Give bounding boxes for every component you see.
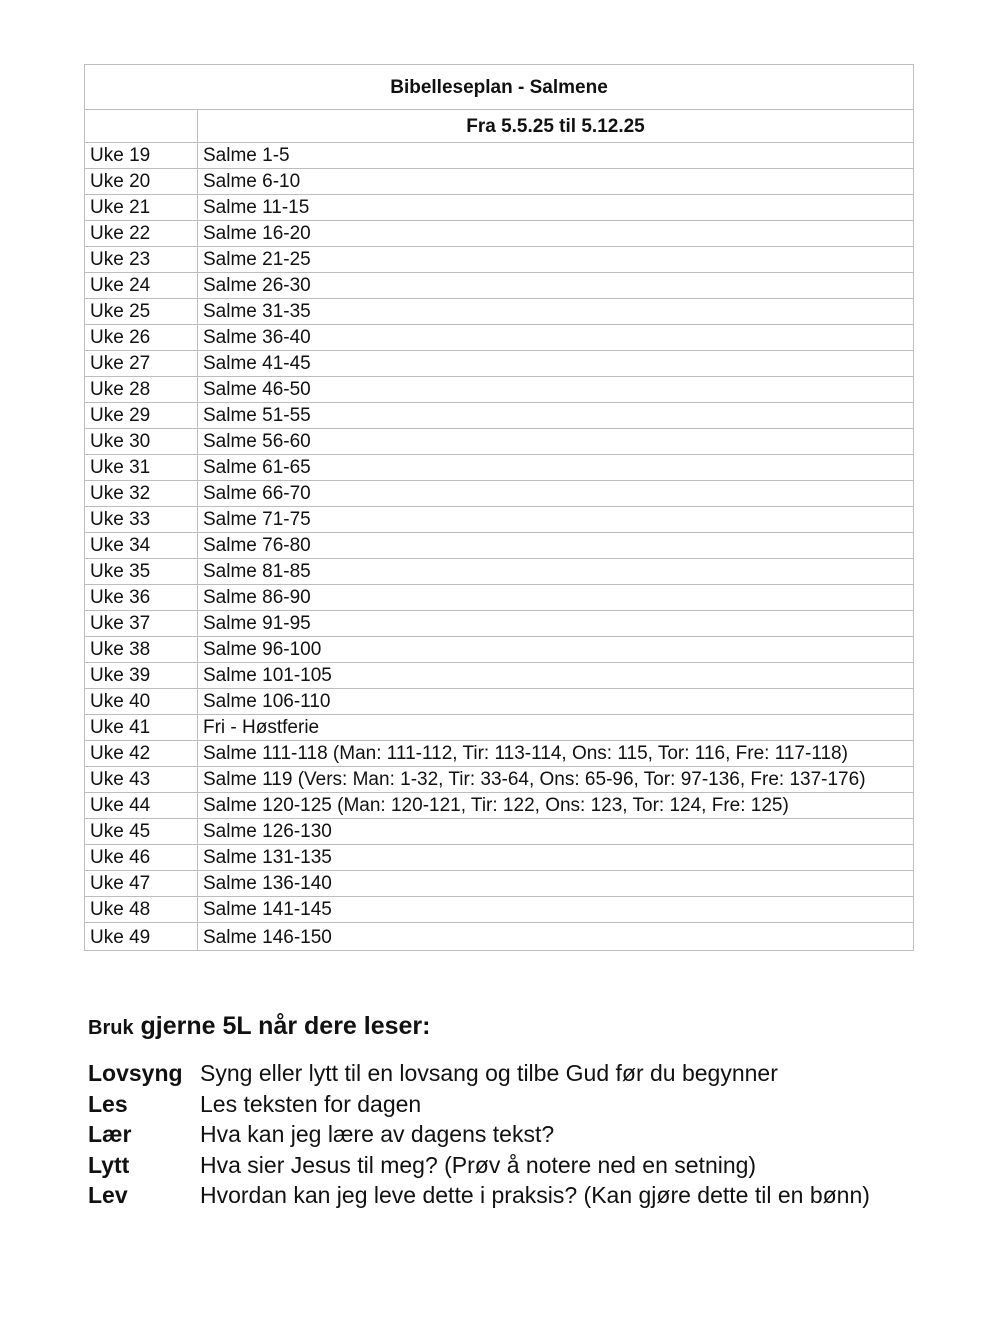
reading-cell: Salme 36-40 bbox=[198, 325, 914, 351]
reading-cell: Salme 31-35 bbox=[198, 299, 914, 325]
fiveL-item bbox=[88, 1089, 870, 1120]
table-row bbox=[85, 819, 914, 845]
reading-cell: Salme 71-75 bbox=[198, 507, 914, 533]
table-subtitle: Fra 5.5.25 til 5.12.25 bbox=[198, 110, 914, 143]
reading-cell: Salme 81-85 bbox=[198, 559, 914, 585]
reading-cell: Salme 51-55 bbox=[198, 403, 914, 429]
table-row bbox=[85, 481, 914, 507]
table-row bbox=[85, 403, 914, 429]
fiveL-item bbox=[88, 1150, 870, 1181]
table-row bbox=[85, 611, 914, 637]
reading-cell: Salme 6-10 bbox=[198, 169, 914, 195]
week-cell: Uke 33 bbox=[85, 507, 198, 533]
table-row bbox=[85, 559, 914, 585]
fiveL-term: Les bbox=[88, 1090, 128, 1117]
table-row bbox=[85, 793, 914, 819]
reading-cell: Salme 146-150 bbox=[198, 923, 914, 951]
week-cell: Uke 23 bbox=[85, 247, 198, 273]
table-title-row bbox=[85, 65, 914, 110]
week-cell: Uke 31 bbox=[85, 455, 198, 481]
reading-cell: Salme 120-125 (Man: 120-121, Tir: 122, Ons: 123, Tor: 124, Fre: 125) bbox=[198, 793, 914, 819]
table-row bbox=[85, 195, 914, 221]
reading-cell: Salme 66-70 bbox=[198, 481, 914, 507]
week-cell: Uke 47 bbox=[85, 871, 198, 897]
table-row bbox=[85, 429, 914, 455]
table-row bbox=[85, 325, 914, 351]
reading-cell: Salme 119 (Vers: Man: 1-32, Tir: 33-64, Ons: 65-96, Tor: 97-136, Fre: 137-176) bbox=[198, 767, 914, 793]
table-row bbox=[85, 377, 914, 403]
reading-cell: Salme 141-145 bbox=[198, 897, 914, 923]
week-cell: Uke 34 bbox=[85, 533, 198, 559]
reading-plan-table bbox=[84, 64, 914, 951]
week-cell: Uke 38 bbox=[85, 637, 198, 663]
fiveL-item bbox=[88, 1119, 870, 1150]
empty-cell bbox=[85, 110, 198, 143]
fiveL-description: Syng eller lytt til en lovsang og tilbe Gud før du begynner bbox=[200, 1060, 778, 1086]
table-row bbox=[85, 871, 914, 897]
week-cell: Uke 24 bbox=[85, 273, 198, 299]
week-cell: Uke 49 bbox=[85, 923, 198, 951]
week-cell: Uke 27 bbox=[85, 351, 198, 377]
fiveL-term: Lær bbox=[88, 1121, 132, 1147]
reading-cell: Salme 11-15 bbox=[198, 195, 914, 221]
week-cell: Uke 20 bbox=[85, 169, 198, 195]
reading-cell: Salme 96-100 bbox=[198, 637, 914, 663]
reading-cell: Fri - Høstferie bbox=[198, 715, 914, 741]
week-cell: Uke 45 bbox=[85, 819, 198, 845]
reading-cell: Salme 136-140 bbox=[198, 871, 914, 897]
reading-cell: Salme 91-95 bbox=[198, 611, 914, 637]
week-cell: Uke 40 bbox=[85, 689, 198, 715]
week-cell: Uke 21 bbox=[85, 195, 198, 221]
fiveL-heading-small: Bruk bbox=[88, 1017, 134, 1039]
table-row bbox=[85, 351, 914, 377]
table-subtitle-row bbox=[85, 110, 914, 143]
reading-cell: Salme 46-50 bbox=[198, 377, 914, 403]
reading-cell: Salme 86-90 bbox=[198, 585, 914, 611]
fiveL-description: Hva kan jeg lære av dagens tekst? bbox=[200, 1121, 555, 1147]
table-row bbox=[85, 897, 914, 923]
fiveL-term: Lovsyng bbox=[88, 1060, 183, 1086]
week-cell: Uke 48 bbox=[85, 897, 198, 923]
reading-cell: Salme 16-20 bbox=[198, 221, 914, 247]
table-row bbox=[85, 169, 914, 195]
reading-cell: Salme 126-130 bbox=[198, 819, 914, 845]
table-row bbox=[85, 507, 914, 533]
fiveL-list bbox=[88, 1058, 870, 1211]
week-cell: Uke 22 bbox=[85, 221, 198, 247]
table-row bbox=[85, 767, 914, 793]
table-row bbox=[85, 585, 914, 611]
table-row bbox=[85, 533, 914, 559]
week-cell: Uke 42 bbox=[85, 741, 198, 767]
week-cell: Uke 46 bbox=[85, 845, 198, 871]
week-cell: Uke 32 bbox=[85, 481, 198, 507]
reading-plan-body bbox=[85, 65, 914, 951]
week-cell: Uke 29 bbox=[85, 403, 198, 429]
table-row bbox=[85, 273, 914, 299]
reading-cell: Salme 106-110 bbox=[198, 689, 914, 715]
week-cell: Uke 28 bbox=[85, 377, 198, 403]
table-row bbox=[85, 247, 914, 273]
reading-cell: Salme 26-30 bbox=[198, 273, 914, 299]
fiveL-description: Les teksten for dagen bbox=[200, 1090, 422, 1117]
fiveL-term: Lev bbox=[88, 1182, 128, 1208]
reading-cell: Salme 21-25 bbox=[198, 247, 914, 273]
table-row bbox=[85, 741, 914, 767]
table-row bbox=[85, 715, 914, 741]
reading-cell: Salme 101-105 bbox=[198, 663, 914, 689]
reading-cell: Salme 1-5 bbox=[198, 143, 914, 169]
week-cell: Uke 44 bbox=[85, 793, 198, 819]
table-row bbox=[85, 923, 914, 951]
fiveL-heading-rest: gjerne 5L når dere leser: bbox=[140, 1012, 431, 1040]
fiveL-description: Hva sier Jesus til meg? (Prøv å notere ned en setning) bbox=[200, 1151, 757, 1178]
reading-cell: Salme 131-135 bbox=[198, 845, 914, 871]
table-row bbox=[85, 455, 914, 481]
fiveL-heading bbox=[88, 1012, 431, 1041]
fiveL-item bbox=[88, 1058, 870, 1089]
week-cell: Uke 30 bbox=[85, 429, 198, 455]
week-cell: Uke 26 bbox=[85, 325, 198, 351]
table-row bbox=[85, 221, 914, 247]
fiveL-item bbox=[88, 1180, 870, 1211]
table-row bbox=[85, 143, 914, 169]
week-cell: Uke 36 bbox=[85, 585, 198, 611]
reading-cell: Salme 41-45 bbox=[198, 351, 914, 377]
table-title: Bibelleseplan - Salmene bbox=[85, 65, 914, 110]
table-row bbox=[85, 299, 914, 325]
table-row bbox=[85, 845, 914, 871]
fiveL-term: Lytt bbox=[88, 1151, 130, 1178]
week-cell: Uke 39 bbox=[85, 663, 198, 689]
week-cell: Uke 35 bbox=[85, 559, 198, 585]
table-row bbox=[85, 637, 914, 663]
reading-cell: Salme 76-80 bbox=[198, 533, 914, 559]
reading-cell: Salme 61-65 bbox=[198, 455, 914, 481]
week-cell: Uke 41 bbox=[85, 715, 198, 741]
week-cell: Uke 19 bbox=[85, 143, 198, 169]
week-cell: Uke 37 bbox=[85, 611, 198, 637]
week-cell: Uke 43 bbox=[85, 767, 198, 793]
reading-cell: Salme 56-60 bbox=[198, 429, 914, 455]
table-row bbox=[85, 689, 914, 715]
fiveL-description: Hvordan kan jeg leve dette i praksis? (Kan gjøre dette til en bønn) bbox=[200, 1182, 870, 1208]
week-cell: Uke 25 bbox=[85, 299, 198, 325]
table-row bbox=[85, 663, 914, 689]
reading-cell: Salme 111-118 (Man: 111-112, Tir: 113-114, Ons: 115, Tor: 116, Fre: 117-118) bbox=[198, 741, 914, 767]
